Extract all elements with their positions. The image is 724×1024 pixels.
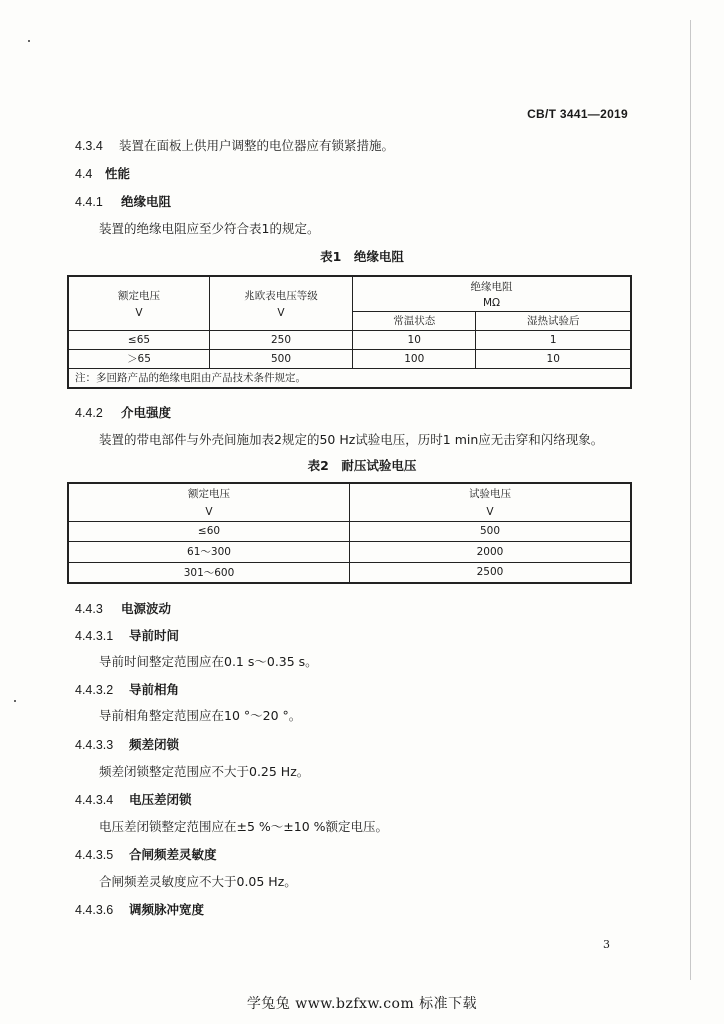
- header-normal-state: 常温状态: [353, 311, 476, 330]
- section-title: 介电强度: [121, 406, 172, 420]
- insulation-resistance-table: [67, 275, 632, 389]
- section-number: 4.4.3.5: [75, 848, 114, 862]
- section-number: 4.4.3.6: [75, 903, 114, 917]
- standard-number: CB/T 3441—2019: [527, 107, 628, 121]
- section-title: 电源波动: [121, 602, 172, 616]
- section-4-4-3-4: [75, 790, 192, 808]
- table-row: [68, 349, 631, 368]
- section-4-4-3-5: [75, 845, 217, 863]
- cell: 500: [350, 521, 632, 541]
- section-4-4-2: [75, 403, 171, 421]
- table1-note: 注：多回路产品的绝缘电阻由产品技术条件规定。: [68, 368, 631, 388]
- table-row: [68, 541, 631, 562]
- section-title: 绝缘电阻: [121, 195, 172, 209]
- cell: 2500: [350, 562, 632, 583]
- section-title: 导前相角: [129, 683, 180, 697]
- section-4-3-4: [75, 136, 394, 154]
- header-rated-voltage: 额定电压 V: [68, 483, 350, 521]
- section-number: 4.4.3.3: [75, 738, 114, 752]
- table-row: [68, 562, 631, 583]
- section-title: 频差闭锁: [129, 738, 180, 752]
- page-number: 3: [603, 938, 610, 951]
- scan-edge-line: [690, 20, 691, 980]
- withstand-voltage-table: [67, 482, 632, 584]
- cell: 2000: [350, 541, 632, 562]
- paragraph-voltage-lock: 电压差闭锁整定范围应在±5 %～±10 %额定电压。: [99, 819, 389, 834]
- section-4-4-3-2: [75, 680, 179, 698]
- section-4-4-3-6: [75, 900, 204, 918]
- header-after-damp-heat: 湿热试验后: [476, 311, 631, 330]
- cell: 100: [353, 349, 476, 368]
- section-4-4-3: [75, 599, 171, 617]
- section-number: 4.4.3.1: [75, 629, 114, 643]
- section-4-4-3-1: [75, 626, 179, 644]
- scan-speck: [28, 40, 30, 42]
- section-number: 4.4.2: [75, 406, 103, 420]
- section-4-4-1: [75, 192, 171, 210]
- cell: ＞65: [68, 349, 210, 368]
- section-number: 4.4.3.4: [75, 793, 114, 807]
- cell: 10: [353, 330, 476, 349]
- section-number: 4.4.3.2: [75, 683, 114, 697]
- section-4-4-3-3: [75, 735, 179, 753]
- section-title: 导前时间: [129, 629, 180, 643]
- cell: 250: [210, 330, 353, 349]
- section-4-4: [75, 164, 130, 182]
- paragraph-lead-angle: 导前相角整定范围应在10 °～20 °。: [99, 708, 302, 723]
- section-text: 装置在面板上供用户调整的电位器应有锁紧措施。: [119, 139, 395, 153]
- section-number: 4.4: [75, 167, 93, 181]
- header-megger-voltage: 兆欧表电压等级 V: [210, 276, 353, 330]
- footer-watermark: 学兔兔 www.bzfxw.com 标准下载: [246, 996, 478, 1012]
- cell: 10: [476, 349, 631, 368]
- section-title: 性能: [105, 167, 131, 181]
- paragraph-close-sensitivity: 合闸频差灵敏度应不大于0.05 Hz。: [99, 874, 297, 889]
- cell: ≤65: [68, 330, 210, 349]
- header-insulation-resistance: 绝缘电阻 MΩ: [353, 276, 632, 311]
- cell: 1: [476, 330, 631, 349]
- table-row: [68, 330, 631, 349]
- header-rated-voltage: 额定电压 V: [68, 276, 210, 330]
- section-number: 4.3.4: [75, 139, 103, 153]
- cell: 61～300: [68, 541, 350, 562]
- section-title: 合闸频差灵敏度: [129, 848, 217, 862]
- section-number: 4.4.3: [75, 602, 103, 616]
- paragraph-dielectric: 装置的带电部件与外壳间施加表2规定的50 Hz试验电压，历时1 min应无击穿和闪络现象。: [99, 432, 604, 447]
- scan-speck: [14, 700, 16, 702]
- section-title: 调频脉冲宽度: [129, 903, 205, 917]
- section-number: 4.4.1: [75, 195, 103, 209]
- paragraph-insulation: 装置的绝缘电阻应至少符合表1的规定。: [99, 221, 320, 236]
- table1-caption: 表1 绝缘电阻: [320, 249, 404, 264]
- cell: ≤60: [68, 521, 350, 541]
- paragraph-lead-time: 导前时间整定范围应在0.1 s～0.35 s。: [99, 654, 318, 669]
- table2-caption: 表2 耐压试验电压: [307, 458, 417, 473]
- cell: 500: [210, 349, 353, 368]
- header-test-voltage: 试验电压 V: [350, 483, 632, 521]
- cell: 301～600: [68, 562, 350, 583]
- table-row: [68, 521, 631, 541]
- section-title: 电压差闭锁: [129, 793, 192, 807]
- paragraph-freq-lock: 频差闭锁整定范围应不大于0.25 Hz。: [99, 764, 310, 779]
